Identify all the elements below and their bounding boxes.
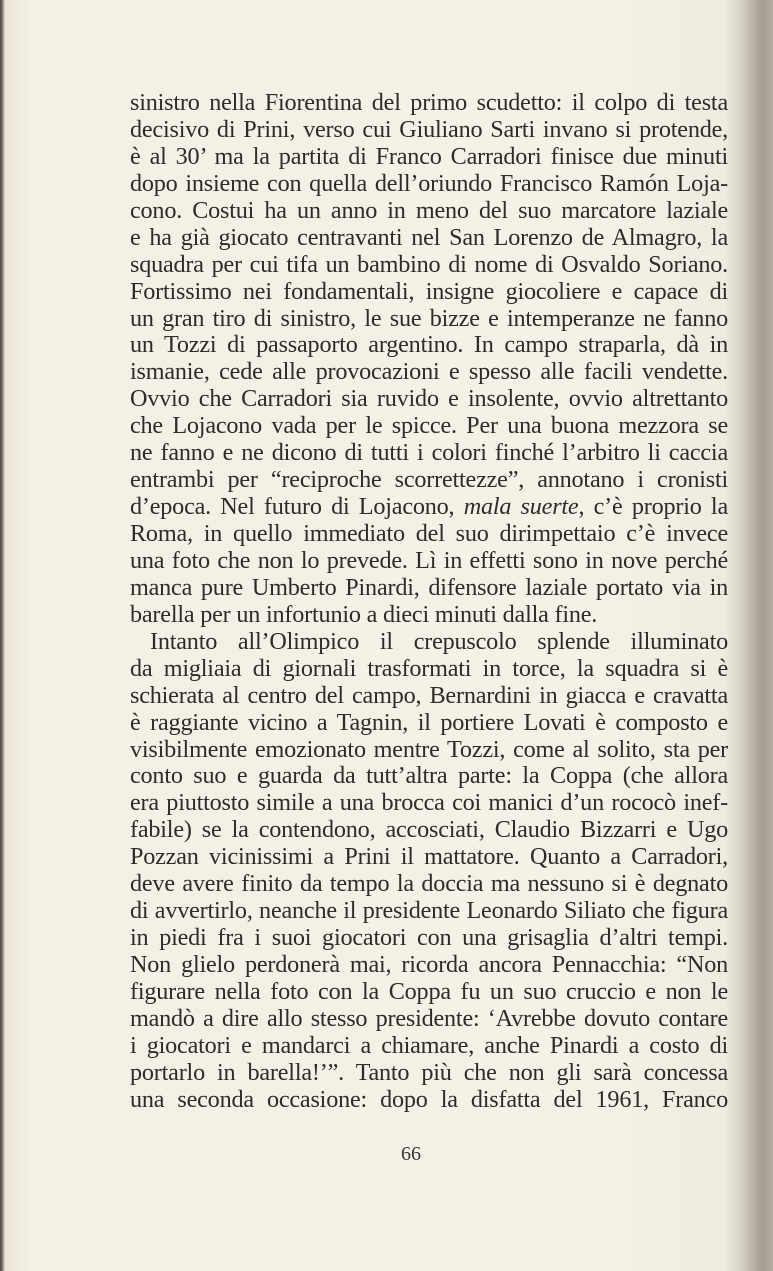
text-line: Fortissimo nei fondamentali, insigne giocoliere e capace di — [130, 277, 728, 305]
text-line: dopo insieme con quella dell’oriundo Francisco Ramón Loja- — [130, 169, 728, 197]
text-segment: d’epoca. Nel futuro di Lojacono, — [130, 493, 464, 521]
text-line: manca pure Umberto Pinardi, difensore laziale portato via in — [130, 573, 728, 601]
text-line: sinistro nella Fiorentina del primo scudetto: il colpo di testa — [130, 89, 728, 116]
text-line: decisivo di Prini, verso cui Giuliano Sarti invano si protende, — [130, 115, 728, 143]
text-line: ismanie, cede alle provocazioni e spesso alle facili vendette. — [130, 358, 728, 386]
text-line: Ovvio che Carradori sia ruvido e insolente, ovvio altrettanto — [130, 385, 728, 413]
text-line: schierata al centro del campo, Bernardini in giacca e cravatta — [130, 681, 728, 709]
text-line: è al 30’ ma la partita di Franco Carradori finisce due minuti — [130, 142, 728, 170]
text-line: una seconda occasione: dopo la disfatta del 1961, Franco — [130, 1085, 728, 1113]
paragraph-end-line: barella per un infortunio a dieci minuti dalla fine. — [130, 600, 598, 628]
text-line: Roma, in quello immediato del suo dirimpettaio c’è invece — [130, 520, 728, 547]
text-line: conto suo e guarda da tutt’altra parte: la Coppa (che allora — [130, 762, 728, 790]
text-line: squadra per cui tifa un bambino di nome di Osvaldo Soriano. — [130, 250, 728, 278]
text-line: era piuttosto simile a una brocca coi manici d’un rococò inef- — [130, 789, 728, 817]
text-line: è raggiante vicino a Tagnin, il portiere Lovati è composto e — [130, 708, 728, 736]
text-line: portarlo in barella!’”. Tanto più che non gli sarà concessa — [130, 1058, 728, 1086]
paragraph-start-line: Intanto all’Olimpico il crepuscolo splende illuminato — [150, 627, 728, 655]
text-line: cono. Costui ha un anno in meno del suo marcatore laziale — [130, 196, 728, 224]
text-line: ne fanno e ne dicono di tutti i colori finché l’arbitro li caccia — [130, 439, 728, 467]
text-line: deve avere finito da tempo la doccia ma nessuno si è degnato — [130, 870, 728, 898]
text-line: i giocatori e mandarci a chiamare, anche Pinardi a costo di — [130, 1031, 728, 1059]
text-line-italic-phrase — [130, 494, 728, 521]
text-line: da migliaia di giornali trasformati in torce, la squadra si è — [130, 654, 728, 682]
text-line: fabile) se la contendono, accosciati, Claudio Bizzarri e Ugo — [130, 816, 728, 844]
text-line: che Lojacono vada per le spicce. Per una buona mezzora se — [130, 412, 728, 440]
text-line: mandò a dire allo stesso presidente: ‘Avrebbe dovuto contare — [130, 1004, 728, 1032]
body-text — [130, 90, 728, 1114]
text-line: e ha già giocato centravanti nel San Lorenzo de Almagro, la — [130, 223, 728, 251]
text-line: una foto che non lo prevede. Lì in effetti sono in nove perché — [130, 546, 728, 574]
text-line: Non glielo perdonerà mai, ricorda ancora Pennacchia: “Non — [130, 951, 728, 978]
page-number: 66 — [401, 1143, 421, 1165]
text-line: un gran tiro di sinistro, le sue bizze e intemperanze ne fanno — [130, 304, 728, 332]
text-line: figurare nella foto con la Coppa fu un suo cruccio e non le — [130, 977, 728, 1005]
text-line: in piedi fra i suoi giocatori con una grisaglia d’altri tempi. — [130, 924, 728, 952]
text-line: entrambi per “reciproche scorrettezze”, annotano i cronisti — [130, 466, 728, 494]
text-line: Pozzan vicinissimi a Prini il mattatore. Quanto a Carradori, — [130, 843, 728, 871]
text-line: un Tozzi di passaporto argentino. In campo straparla, dà in — [130, 331, 728, 359]
text-line: visibilmente emozionato mentre Tozzi, come al solito, sta per — [130, 735, 728, 763]
italic-phrase: mala suerte — [463, 493, 579, 521]
text-segment: , c’è proprio la — [578, 493, 728, 521]
text-line: di avvertirlo, neanche il presidente Leonardo Siliato che figura — [130, 897, 728, 925]
